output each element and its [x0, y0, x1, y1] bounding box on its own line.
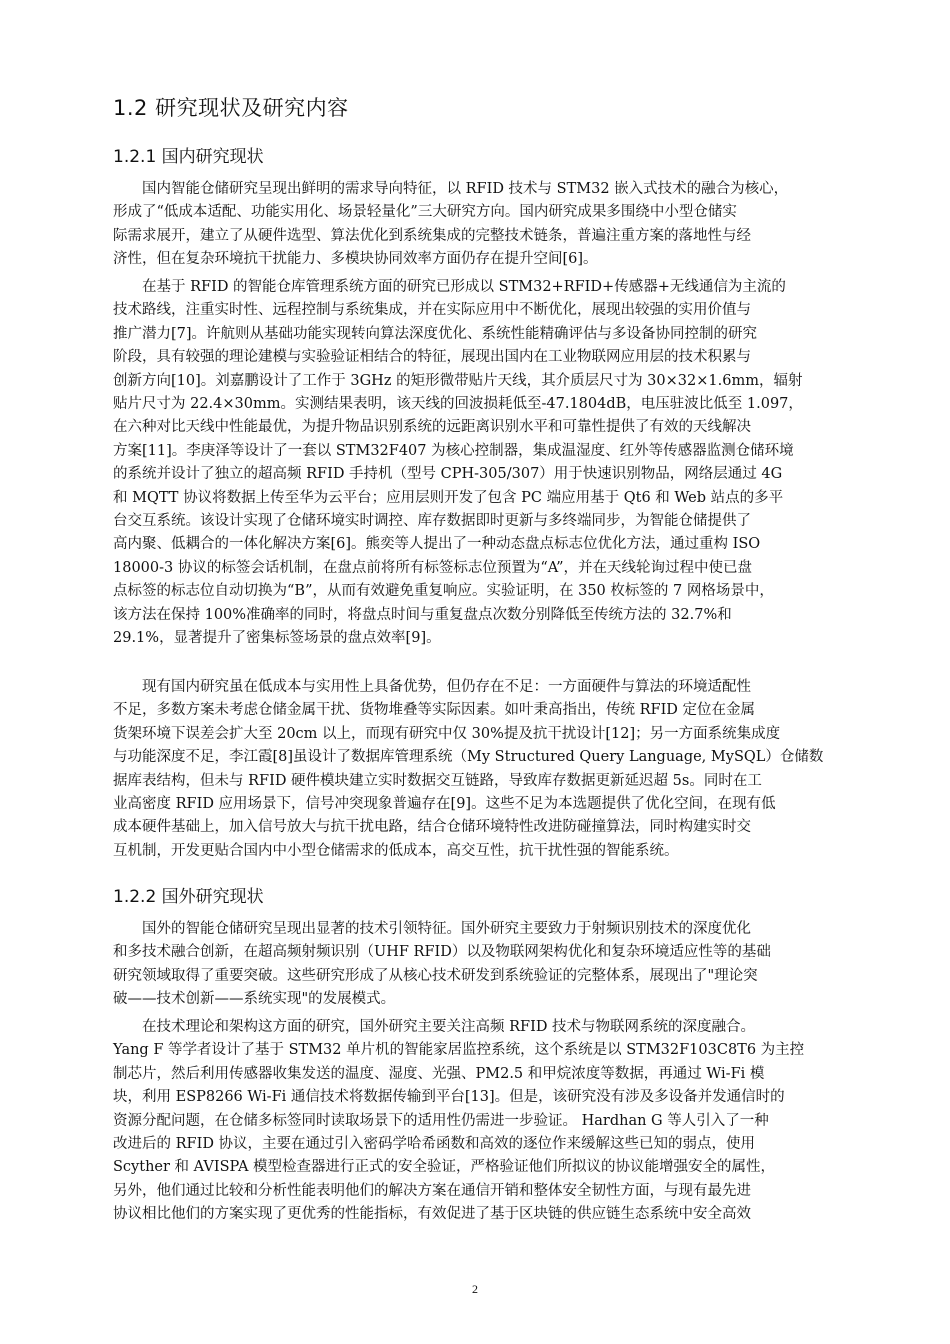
paragraph: [113, 676, 861, 863]
text-line: 创新方向[10]。刘嘉鹏设计了工作于 3GHz 的矩形微带贴片天线，其介质层尺寸为 30×32×1.6mm，辐射: [113, 372, 803, 389]
text-line: 18000-3 协议的标签会话机制，在盘点前将所有标签标志位预置为“A”，并在天线轮询过程中使已盘: [113, 559, 753, 576]
text-line: 协议相比他们的方案实现了更优秀的性能指标，有效促进了基于区块链的供应链生态系统中安全高效: [113, 1206, 751, 1223]
text-line: 另外，他们通过比较和分析性能表明他们的解决方案在通信开销和整体安全韧性方面，与现有最先进: [113, 1182, 751, 1199]
text-line: 高内聚、低耦合的一体化解决方案[6]。熊奕等人提出了一种动态盘点标志位优化方法，通过重构 ISO: [113, 536, 761, 553]
section-heading: 1.2 研究现状及研究内容: [113, 96, 349, 120]
text-line: 阶段，具有较强的理论建模与实验验证相结合的特征，展现出国内在工业物联网应用层的技术积累与: [113, 349, 751, 366]
text-line: 和多技术融合创新，在超高频射频识别（UHF RFID）以及物联网架构优化和复杂环境适应性等的基础: [113, 944, 771, 961]
text-line: 技术路线，注重实时性、远程控制与系统集成，并在实际应用中不断优化，展现出较强的实用价值与: [113, 302, 751, 319]
text-line: 现有国内研究虽在低成本与实用性上具备优势，但仍存在不足：一方面硬件与算法的环境适配性: [113, 679, 751, 695]
text-line: 的系统并设计了独立的超高频 RFID 手持机（型号 CPH-305/307）用于快速识别物品，网络层通过 4G: [113, 466, 783, 483]
text-line: 29.1%，显著提升了密集标签场景的盘点效率[9]。: [113, 630, 441, 647]
text-line: 贴片尺寸为 22.4×30mm。实测结果表明，该天线的回波损耗低至-47.1804dB，电压驻波比低至 1.097，: [113, 396, 803, 413]
subsection-heading-foreign: 1.2.2 国外研究现状: [113, 887, 264, 907]
text-line: 在技术理论和架构这方面的研究，国外研究主要关注高频 RFID 技术与物联网系统的深度融合。: [113, 1019, 756, 1035]
paragraph: [113, 918, 861, 1012]
paragraph: [113, 1016, 861, 1227]
text-line: 制芯片，然后利用传感器收集发送的温度、湿度、光强、PM2.5 和甲烷浓度等数据，再通过 Wi-Fi 模: [113, 1065, 765, 1082]
text-line: 际需求展开，建立了从硬件选型、算法优化到系统集成的完整技术链条，普遍注重方案的落地性与经: [113, 227, 751, 244]
text-line: 据库表结构，但未与 RFID 硬件模块建立实时数据交互链路，导致库存数据更新延迟超 5s。同时在工: [113, 772, 762, 789]
text-line: 改进后的 RFID 协议，主要在通过引入密码学哈希函数和高效的逐位作来缓解这些已知的弱点，使用: [113, 1136, 756, 1153]
text-line: 资源分配问题，在仓储多标签同时读取场景下的适用性仍需进一步验证。 Hardhan G 等人引入了一种: [113, 1112, 769, 1129]
text-line: 货架环境下误差会扩大至 20cm 以上，而现有研究中仅 30%提及抗干扰设计[12]；另一方面系统集成度: [113, 725, 781, 742]
paragraph: [113, 178, 861, 272]
text-line: 块，利用 ESP8266 Wi-Fi 通信技术将数据传输到平台[13]。但是，该研究没有涉及多设备并发通信时的: [113, 1089, 785, 1106]
text-line: 互机制，开发更贴合国内中小型仓储需求的低成本，高交互性，抗干扰性强的智能系统。: [113, 842, 679, 859]
text-line: 业高密度 RFID 应用场景下，信号冲突现象普遍存在[9]。这些不足为本选题提供了优化空间，在现有低: [113, 796, 776, 813]
text-line: Scyther 和 AVISPA 模型检查器进行正式的安全验证，严格验证他们所拟议的协议能增强安全的属性，: [113, 1159, 776, 1176]
text-line: 和 MQTT 协议将数据上传至华为云平台；应用层则开发了包含 PC 端应用基于 Qt6 和 Web 站点的多平: [113, 489, 784, 506]
text-line: 研究领域取得了重要突破。这些研究形成了从核心技术研发到系统验证的完整体系，展现出了"理论突: [113, 967, 758, 984]
paragraph: [113, 276, 861, 651]
text-line: 点标签的标志位自动切换为“B”，从而有效避免重复响应。实验证明，在 350 枚标签的 7 网格场景中，: [113, 583, 774, 600]
text-line: 成本硬件基础上，加入信号放大与抗干扰电路，结合仓储环境特性改进防碰撞算法，同时构建实时交: [113, 819, 751, 836]
text-line: 与功能深度不足，李江霞[8]虽设计了数据库管理系统（My Structured Query Language, MySQL）仓储数: [113, 749, 824, 766]
page-number: 2: [472, 1282, 478, 1296]
text-line: Yang F 等学者设计了基于 STM32 单片机的智能家居监控系统，这个系统是以 STM32F103C8T6 为主控: [113, 1042, 805, 1059]
text-line: 破——技术创新——系统实现"的发展模式。: [113, 991, 396, 1008]
text-line: 形成了“低成本适配、功能实用化、场景轻量化”三大研究方向。国内研究成果多围绕中小型仓储实: [113, 204, 737, 221]
subsection-heading-domestic: 1.2.1 国内研究现状: [113, 147, 264, 167]
text-line: 不足，多数方案未考虑仓储金属干扰、货物堆叠等实际因素。如叶秉高指出，传统 RFID 定位在金属: [113, 702, 756, 719]
text-line: 该方法在保持 100%准确率的同时，将盘点时间与重复盘点次数分别降低至传统方法的 32.7%和: [113, 606, 732, 623]
text-line: 方案[11]。李庚泽等设计了一套以 STM32F407 为核心控制器，集成温湿度、红外等传感器监测仓储环境: [113, 442, 794, 459]
text-line: 国内智能仓储研究呈现出鲜明的需求导向特征，以 RFID 技术与 STM32 嵌入式技术的融合为核心，: [113, 181, 789, 197]
text-line: 济性，但在复杂环境抗干扰能力、多模块协同效率方面仍存在提升空间[6]。: [113, 251, 598, 268]
text-line: 台交互系统。该设计实现了仓储环境实时调控、库存数据即时更新与多终端同步，为智能仓储提供了: [113, 513, 751, 530]
text-line: 推广潜力[7]。许航则从基础功能实现转向算法深度优化、系统性能精确评估与多设备协同控制的研究: [113, 325, 758, 342]
text-line: 在六种对比天线中性能最优，为提升物品识别系统的远距离识别水平和可靠性提供了有效的天线解决: [113, 419, 751, 436]
text-line: 在基于 RFID 的智能仓库管理系统方面的研究已形成以 STM32+RFID+传感器+无线通信为主流的: [113, 279, 786, 295]
text-line: 国外的智能仓储研究呈现出显著的技术引领特征。国外研究主要致力于射频识别技术的深度优化: [113, 921, 751, 937]
